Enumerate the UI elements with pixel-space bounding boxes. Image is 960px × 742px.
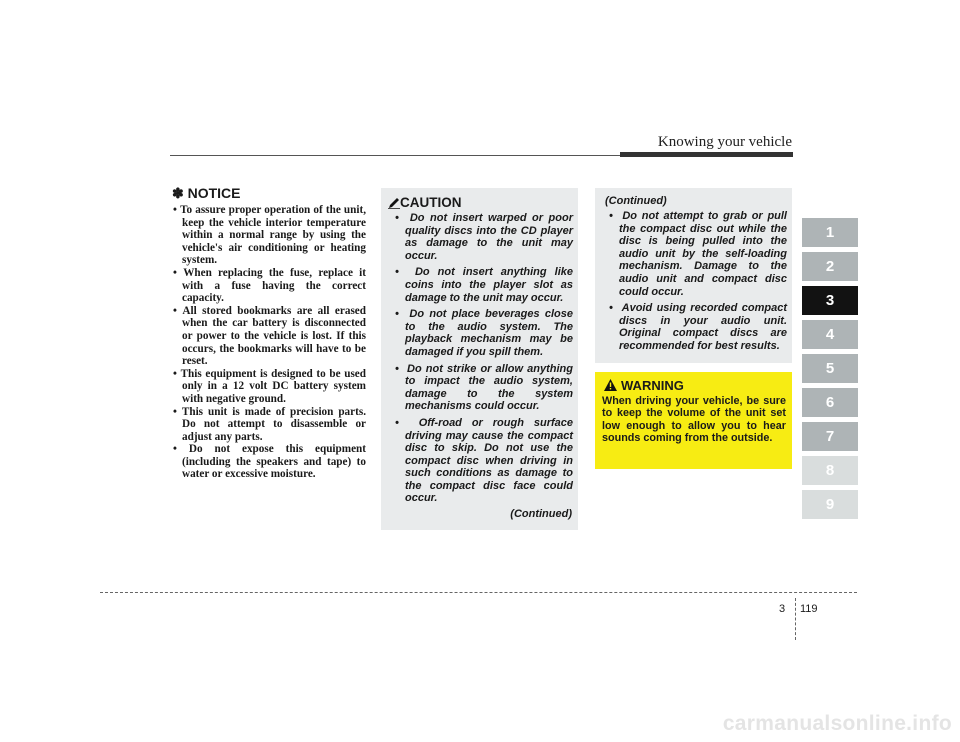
- notice-item: • Do not expose this equipment (including the speakers and tape) to water or excessive moisture.: [170, 443, 366, 481]
- caution-item: • Do not strike or allow anything to impact the audio system, damage to the system mechanisms could occur.: [387, 363, 573, 413]
- notice-item: • This unit is made of precision parts. Do not attempt to disassemble or adjust any parts.: [170, 406, 366, 444]
- chapter-tab-4[interactable]: 4: [802, 320, 858, 349]
- watermark: carmanualsonline.info: [722, 712, 952, 735]
- notice-section: [170, 185, 366, 481]
- chapter-tab-3[interactable]: 3: [802, 286, 858, 315]
- caution-item: • Do not insert warped or poor quality discs into the CD player as damage to the unit may occur.: [387, 212, 573, 262]
- warning-triangle-icon: [604, 379, 617, 391]
- footer-divider: [795, 598, 796, 640]
- chapter-tab-7[interactable]: 7: [802, 422, 858, 451]
- chapter-tab-9[interactable]: 9: [802, 490, 858, 519]
- chapter-tab-1[interactable]: 1: [802, 218, 858, 247]
- chapter-tab-6[interactable]: 6: [802, 388, 858, 417]
- notice-item: • To assure proper operation of the unit, keep the vehicle interior temperature within a normal range by using the vehicle's air conditioning or heating system.: [170, 204, 366, 267]
- chapter-tabs: [802, 218, 858, 524]
- warning-text: When driving your vehicle, be sure to keep the volume of the unit set low enough to allow you to hear sounds coming from the outside.: [602, 395, 786, 445]
- caution-item: • Off-road or rough surface driving may cause the compact disc to skip. Do not use the compact disc when driving in such conditions as damage to the compact disc face could occur.: [387, 417, 573, 505]
- footer-chapter-number: 3: [779, 603, 786, 615]
- footer-rule: [100, 592, 857, 593]
- section-title: Knowing your vehicle: [657, 134, 792, 150]
- chapter-tab-8[interactable]: 8: [802, 456, 858, 485]
- notice-item: • This equipment is designed to be used only in a 12 volt DC battery system with negative ground.: [170, 368, 366, 406]
- caution-pen-icon: [388, 197, 400, 209]
- caution-panel: [381, 188, 578, 530]
- chapter-tab-2[interactable]: 2: [802, 252, 858, 281]
- notice-item: • All stored bookmarks are all erased when the car battery is disconnected or power to the vehicle is lost. If this occurs, the bookmarks will have to be reset.: [170, 305, 366, 368]
- caution-continued: (Continued): [510, 508, 572, 520]
- continued-item: • Avoid using recorded compact discs in your audio unit. Original compact discs are recommended for best results.: [601, 302, 787, 352]
- continued-item: • Do not attempt to grab or pull the compact disc out while the disc is being pulled into the audio unit by the self-loading mechanism. Damage to the audio unit and compact disc could occur.: [601, 210, 787, 298]
- warning-box: [595, 372, 792, 469]
- continued-heading: (Continued): [605, 195, 667, 207]
- chapter-tab-5[interactable]: 5: [802, 354, 858, 383]
- caution-title: CAUTION: [400, 195, 462, 210]
- warning-title: WARNING: [621, 378, 684, 393]
- notice-title: ✽ NOTICE: [172, 185, 241, 201]
- header-accent-bar: [620, 152, 793, 157]
- notice-item: • When replacing the fuse, replace it with a fuse having the correct capacity.: [170, 267, 366, 305]
- continued-panel: [595, 188, 792, 363]
- footer-page-number: 119: [800, 603, 818, 615]
- caution-item: • Do not insert anything like coins into the player slot as damage to the unit may occur.: [387, 266, 573, 304]
- caution-item: • Do not place beverages close to the audio system. The playback mechanism may be damaged if you spill them.: [387, 308, 573, 358]
